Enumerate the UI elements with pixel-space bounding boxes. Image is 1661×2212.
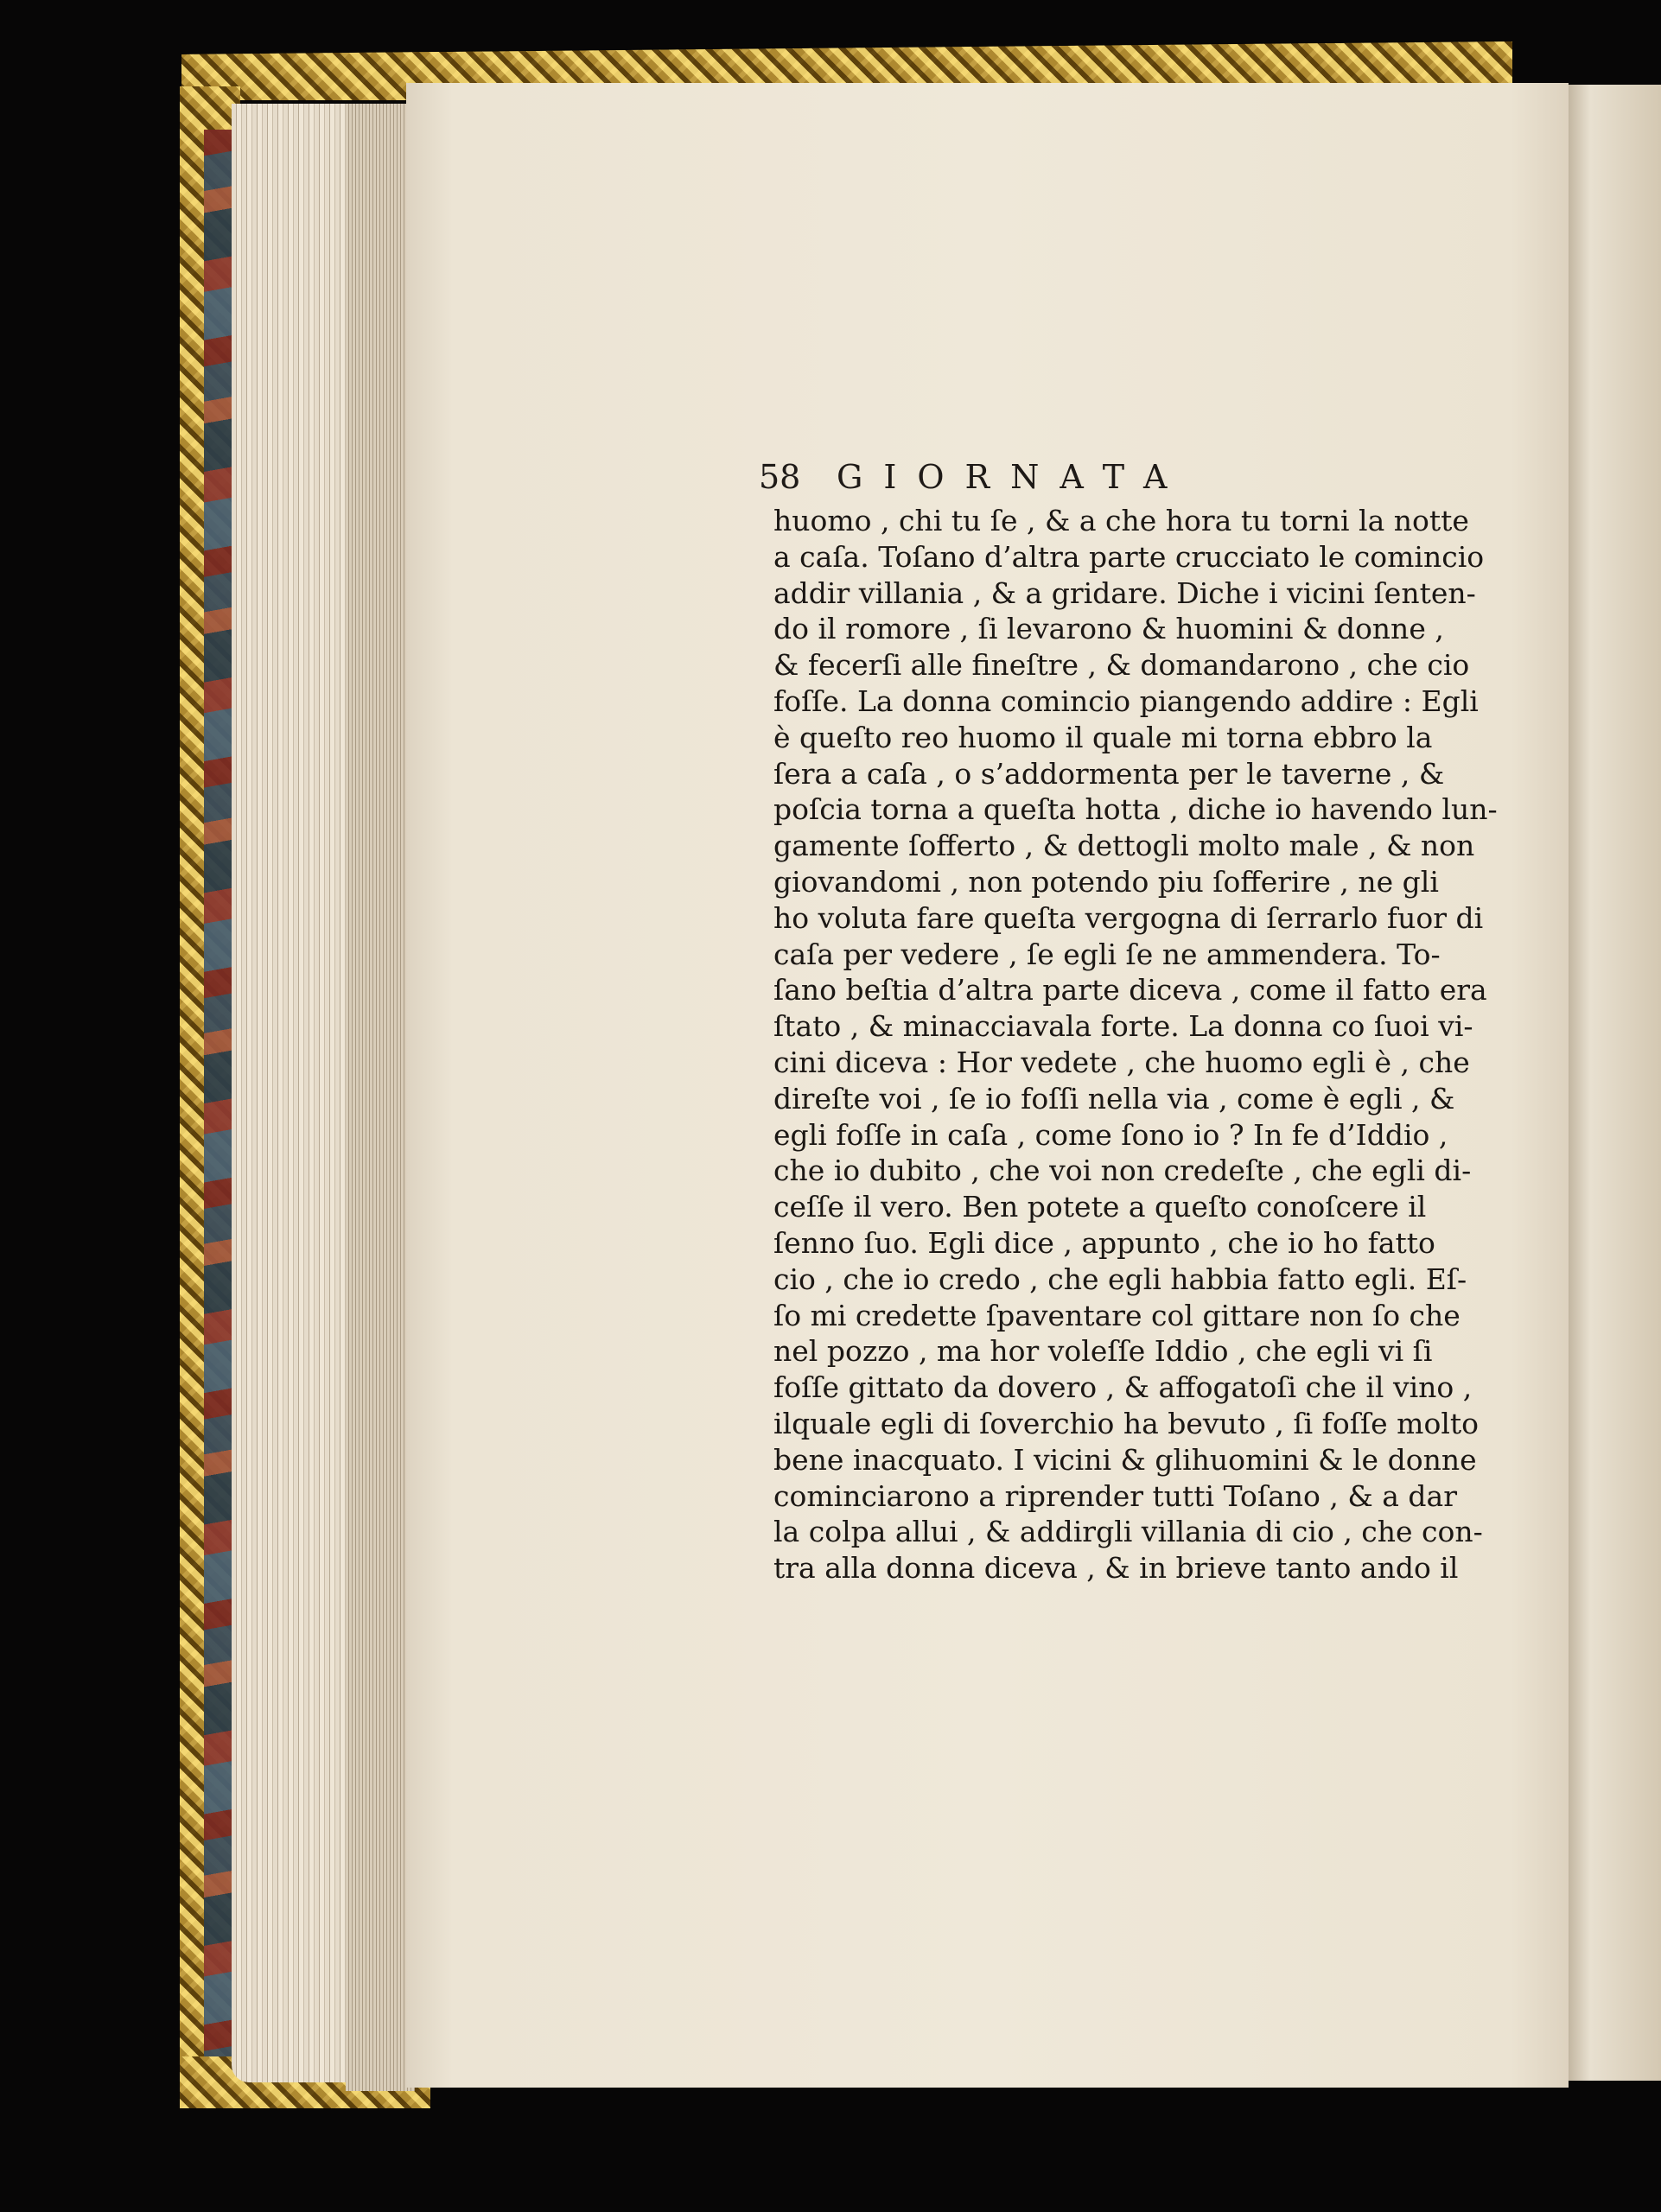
text-line: huomo , chi tu ſe , & a che hora tu torni la notte — [773, 504, 1469, 537]
running-head: GIORNATA — [837, 458, 1188, 496]
text-line: ſano beſtia d’altra parte diceva , come il fatto era — [773, 973, 1487, 1007]
text-line: cio , che io credo , che egli habbia fatto egli. Eſ- — [773, 1262, 1467, 1296]
page-stack-inner-edges — [346, 104, 415, 2091]
text-line: a caſa. Toſano d’altra parte crucciato le comincio — [773, 539, 1485, 574]
facing-page-edge — [1560, 85, 1661, 2081]
text-line: foſſe. La donna comincio piangendo addire : Egli — [773, 683, 1479, 718]
text-line: addir villania , & a gridare. Diche i vicini ſenten- — [773, 575, 1476, 610]
page-header — [759, 458, 1416, 510]
text-line: & fecerſi alle fineſtre , & domandarono , che cio — [773, 648, 1470, 683]
text-line: la colpa allui , & addirgli villania di cio , che con- — [773, 1515, 1483, 1549]
text-line: ceſſe il vero. Ben potete a queſto conoſcere il — [773, 1190, 1427, 1224]
text-line: tra alla donna diceva , & in brieve tanto ando il — [773, 1551, 1459, 1586]
text-line: ilquale egli di ſoverchio ha bevuto , ſi foſſe molto — [773, 1406, 1480, 1440]
page-number: 58 — [759, 458, 801, 496]
text-line: gamente ſofferto , & dettogli molto male , & non — [773, 829, 1475, 863]
text-line: egli foſſe in caſa , come ſono io ? In fe d’Iddio , — [773, 1117, 1448, 1152]
text-line: cini diceva : Hor vedete , che huomo egli è , che — [773, 1045, 1470, 1079]
body-text — [773, 503, 1498, 1586]
text-line: ſera a caſa , o s’addormenta per le taverne , & — [773, 756, 1445, 791]
text-line: ſo mi credette ſpaventare col gittare non ſo che — [773, 1298, 1461, 1332]
text-line: bene inacquato. I vicini & glihuomini & le donne — [773, 1442, 1477, 1477]
text-line: nel pozzo , ma hor voleſſe Iddio , che egli vi ſi — [773, 1334, 1433, 1369]
text-line: ho voluta fare queſta vergogna di ſerrarlo fuor di — [773, 900, 1484, 935]
text-line: è queſto reo huomo il quale mi torna ebbro la — [773, 720, 1433, 754]
text-line: caſa per vedere , ſe egli ſe ne ammendera. To- — [773, 937, 1441, 971]
text-line: giovandomi , non potendo piu ſofferire , ne gli — [773, 864, 1439, 899]
text-line: che io dubito , che voi non credeſte , che egli di- — [773, 1154, 1472, 1188]
text-line: foſſe gittato da dovero , & affogatoſi che il vino , — [773, 1370, 1473, 1405]
text-line: poſcia torna a queſta hotta , diche io havendo lun- — [773, 792, 1498, 827]
text-line: do il romore , ſi levarono & huomini & donne , — [773, 612, 1444, 646]
text-line: ſenno ſuo. Egli dice , appunto , che io ho fatto — [773, 1225, 1435, 1260]
text-line: ſtato , & minacciavala forte. La donna co ſuoi vi- — [773, 1009, 1473, 1044]
text-line: cominciarono a riprender tutti Toſano , & a dar — [773, 1478, 1457, 1513]
text-line: direſte voi , ſe io foſſi nella via , come è egli , & — [773, 1081, 1455, 1116]
